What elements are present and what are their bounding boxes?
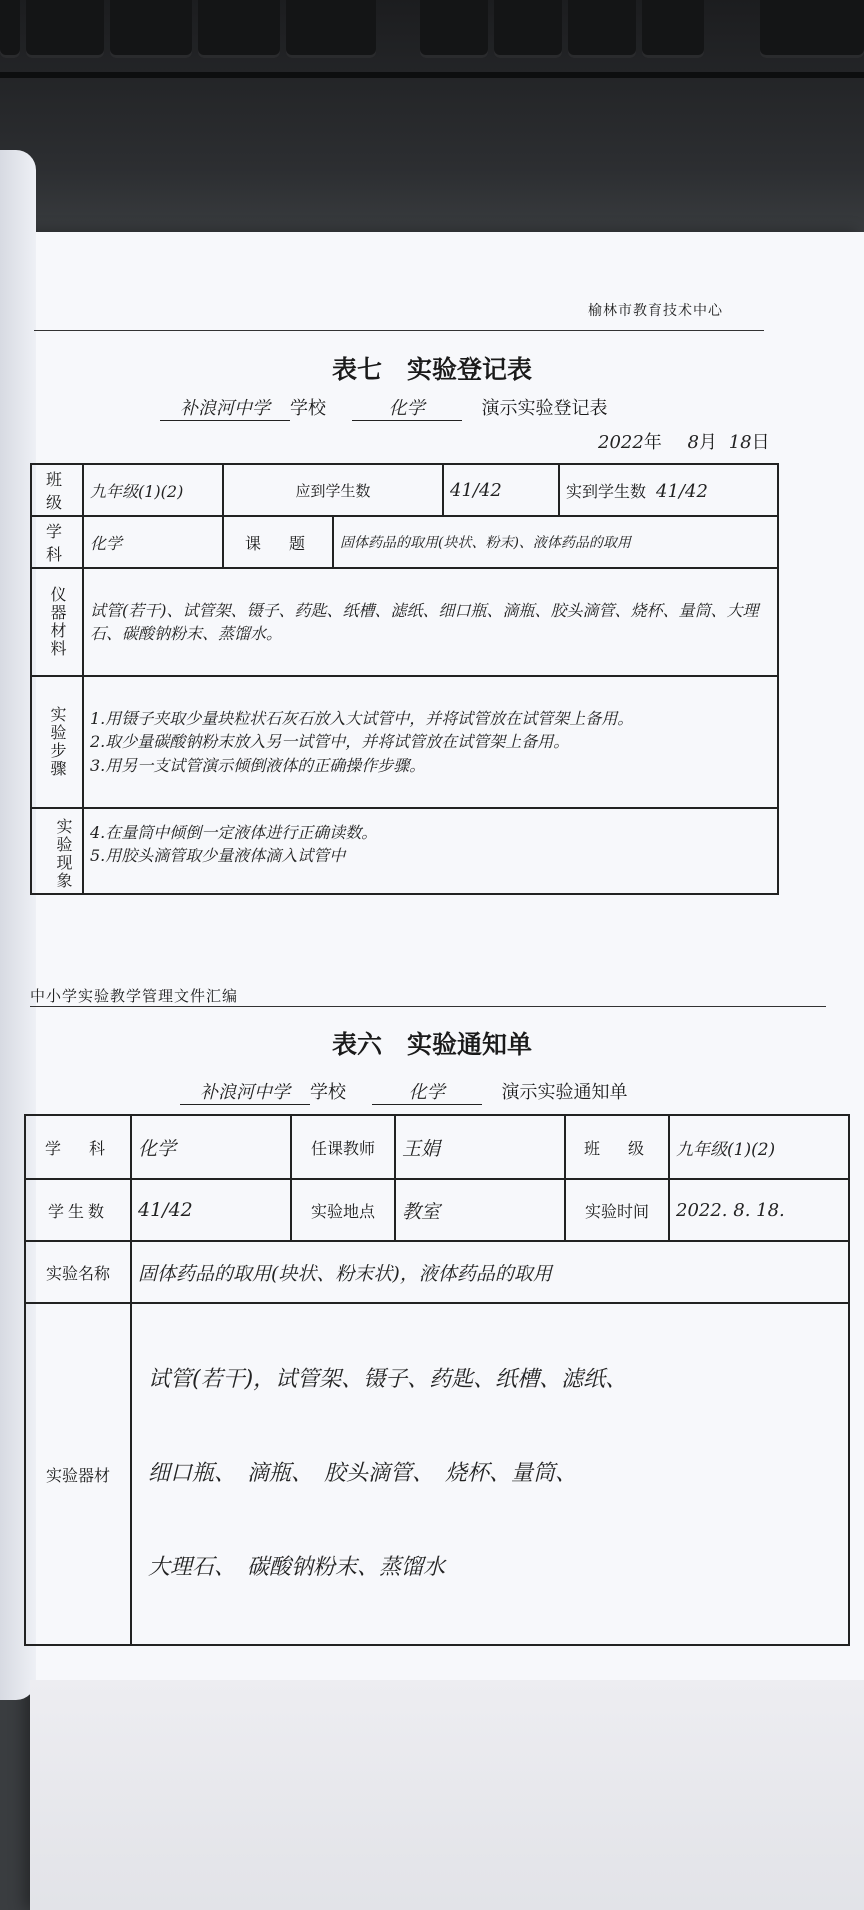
- table7-steps-value: 1.用镊子夹取少量块粒状石灰石放入大试管中，并将试管放在试管架上备用。 2.取少量碳酸钠粉末放入另一试管中，并将试管放在试管架上备用。 3.用另一支试管演示倾倒液体的正确操作步骤。: [83, 676, 778, 808]
- table6-equip-value: 试管(若干)，试管架、镊子、药匙、纸槽、滤纸、 细口瓶、 滴瓶、 胶头滴管、 烧杯、量筒、 大理石、 碳酸钠粉末、蒸馏水: [131, 1303, 849, 1645]
- table6-subject-value: 化学: [131, 1115, 291, 1179]
- table6-place-label: 实验地点: [291, 1179, 395, 1241]
- table7-steps-label: 实验步骤: [31, 676, 83, 808]
- section-title: 中小学实验教学管理文件汇编: [30, 987, 239, 1005]
- table6-school-label: 学校: [310, 1082, 346, 1103]
- table6-title: 表六 实验通知单: [331, 1030, 532, 1059]
- table7-topic-label: 课 题: [223, 516, 333, 568]
- table7-school: 补浪河中学: [160, 394, 290, 421]
- table7-topic-value: 固体药品的取用(块状、粉末)、液体药品的取用: [333, 516, 778, 568]
- table7-observation-value: 4.在量筒中倾倒一定液体进行正确读数。 5.用胶头滴管取少量液体滴入试管中: [83, 808, 778, 894]
- page-lower-blank: [30, 1680, 864, 1910]
- table6-teacher-value: 王娟: [395, 1115, 565, 1179]
- table7-school-label: 学校: [290, 398, 326, 419]
- table7-date: 2022年 8月 18日: [598, 432, 770, 453]
- table6-teacher-label: 任课教师: [291, 1115, 395, 1179]
- section-rule: [30, 1006, 826, 1007]
- table7-actual-cell: [559, 464, 778, 516]
- table6-time-value: 2022. 8. 18.: [669, 1179, 849, 1241]
- table7-expected-label: 应到学生数: [223, 464, 443, 516]
- table6-class-label: 班 级: [565, 1115, 669, 1179]
- table7-class-label: 班 级: [31, 464, 83, 516]
- table6-place-value: 教室: [395, 1179, 565, 1241]
- table7-expected-value: 41/42: [450, 479, 502, 501]
- table7-actual-label-text: 实到学生数: [566, 481, 647, 501]
- table6-name-label: 实验名称: [25, 1241, 131, 1303]
- table7-subject: 化学: [352, 394, 462, 421]
- table6-name-value: 固体药品的取用(块状、粉末状)，液体药品的取用: [131, 1241, 849, 1303]
- header-rule: [34, 330, 764, 331]
- table7-class-value: 九年级(1)(2): [83, 464, 223, 516]
- table7-suffix: 演示实验登记表: [481, 398, 608, 419]
- table6-suffix: 演示实验通知单: [501, 1082, 628, 1103]
- table6-subject-label: 学 科: [25, 1115, 131, 1179]
- table6-equip-label: 实验器材: [25, 1303, 131, 1645]
- table6-students-label: 学生数: [25, 1179, 131, 1241]
- keyboard-background: [0, 0, 864, 240]
- table6-students-value: 41/42: [131, 1179, 291, 1241]
- table7-observation-label: 实验现象: [31, 808, 83, 894]
- table6: [24, 1114, 850, 1646]
- table6-subtitle: [180, 1078, 627, 1105]
- table6-school: 补浪河中学: [180, 1078, 310, 1105]
- table6-subject: 化学: [372, 1078, 482, 1105]
- table6-time-label: 实验时间: [565, 1179, 669, 1241]
- table7-title: 表七 实验登记表: [331, 355, 532, 384]
- header-org: 榆林市教育技术中心: [588, 303, 723, 319]
- table7-subject-value: 化学: [83, 516, 223, 568]
- table7-actual-value: 41/42: [656, 480, 708, 502]
- table6-class-value: 九年级(1)(2): [669, 1115, 849, 1179]
- table7-subtitle: [160, 394, 607, 421]
- table7-materials-label: 仪器材料: [31, 568, 83, 676]
- table7: [30, 463, 779, 895]
- table7-actual-label: [443, 464, 559, 516]
- table7-subject-label: 学 科: [31, 516, 83, 568]
- table7-materials-value: 试管(若干)、试管架、镊子、药匙、纸槽、滤纸、细口瓶、滴瓶、胶头滴管、烧杯、量筒、大理石、碳酸钠粉末、蒸馏水。: [83, 568, 778, 676]
